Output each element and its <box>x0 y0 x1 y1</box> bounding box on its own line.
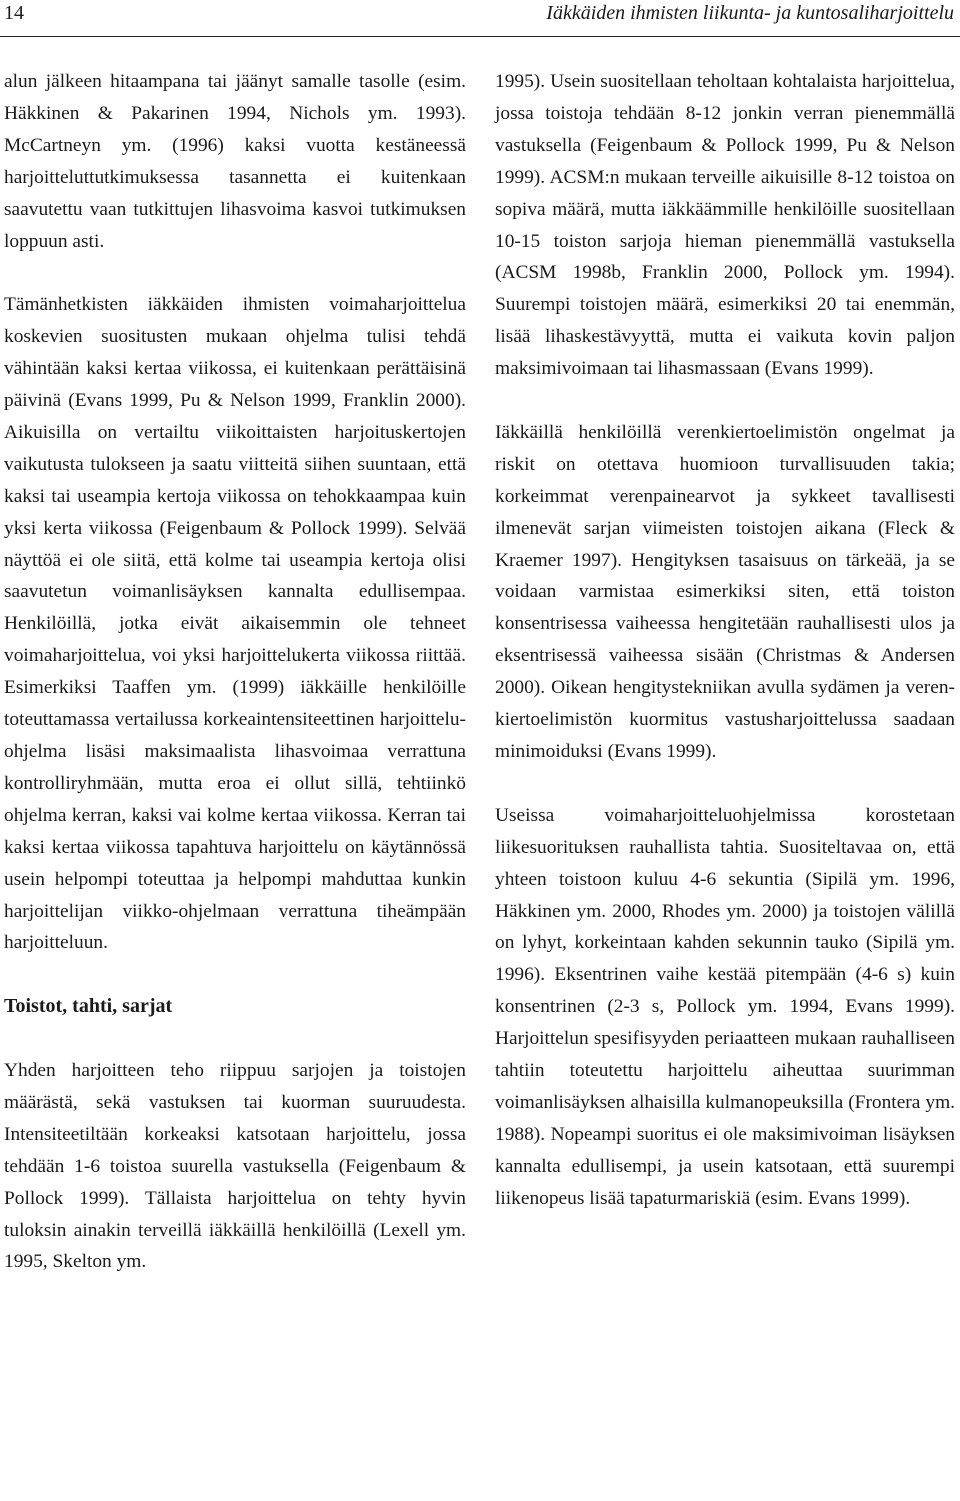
paragraph: Yhden harjoitteen teho riippuu sarjojen ja toistojen määrästä, sekä vastuksen tai kuorman suuruudesta. Intensiteetiltään korkeaksi katsotaan harjoittelu, jossa tehdään 1-6 toistoa suurella vastuksella (Feigenbaum & Pollock 1999). Tällaista harjoittelua on tehty hyvin tuloksin ainakin terveillä iäkkäillä henkilöillä (Lexell ym. 1995, Skelton ym. <box>4 1060 466 1273</box>
running-title: Iäkkäiden ihmisten liikunta- ja kuntosaliharjoittelu <box>546 2 954 24</box>
section-heading: Toistot, tahti, sarjat <box>4 995 173 1018</box>
paragraph: Iäkkäillä henkilöillä verenkiertoelimistön ongelmat ja riskit on otettava huomioon turvallisuuden takia; korkeimmat verenpainearvot ja sykkeet tavallisesti ilmenevät sarjan viimeisten toistojen aikana (Fleck & Kraemer 1997). Hengityksen tasaisuus on tärkeää, ja se voidaan varmistaa esimerkiksi siten, että toiston konsentrisessa vaiheessa hengitetään rauhallisesti ulos ja eksentrisessä vaiheessa sisään (Christmas & Andersen 2000). Oikean hengitystekniikan avulla sydämen ja verenkiertoelimistön kuormitus vastusharjoittelussa saadaan minimoiduksi (Evans 1999). <box>495 421 955 763</box>
right-column <box>495 66 955 1215</box>
paragraph: 1995). Usein suositellaan teholtaan kohtalaista harjoittelua, jossa toistoja tehdään 8-12 jonkin verran pienemmällä vastuksella (Feigenbaum & Pollock 1999, Pu & Nelson 1999). ACSM:n mukaan terveille aikuisille 8-12 toistoa on sopiva määrä, mutta iäkkäämmille henkilöille suositellaan 10-15 toiston sarjoja hieman pienemmällä vastuksella (ACSM 1998b, Franklin 2000, Pollock ym. 1994). Suurempi toistojen määrä, esimerkiksi 20 tai enemmän, lisää lihaskestävyyttä, mutta ei vaikuta kovin paljon maksimivoimaan tai lihasmassaan (Evans 1999). <box>495 71 955 380</box>
paragraph-gap <box>4 959 466 991</box>
paragraph-gap <box>4 257 466 289</box>
left-column <box>4 66 466 1278</box>
page-number: 14 <box>4 2 24 24</box>
paragraph: alun jälkeen hitaampana tai jäänyt samalle tasolle (esim. Häkkinen & Pakarinen 1994, Nichols ym. 1993). McCartneyn ym. (1996) kaksi vuotta kestäneessä harjoitteluttutkimuksessa tasannetta ei kuitenkaan saavutettu vaan tutkittujen lihasvoima kasvoi tutkimuksen loppuun asti. <box>4 71 466 252</box>
paragraph-gap <box>495 768 955 800</box>
paragraph: Tämänhetkisten iäkkäiden ihmisten voimaharjoittelua koskevien suositusten mukaan ohjelma tulisi tehdä vähintään kaksi kertaa viikossa, ei kuitenkaan perättäisinä päivinä (Evans 1999, Pu & Nelson 1999, Franklin 2000). Aikuisilla on vertailtu viikoittaisten harjoituskertojen vaikutusta tulokseen ja saatu viitteitä siihen suuntaan, että kaksi tai useampia kertoja viikossa on tehokkaampaa kuin yksi kerta viikossa (Feigenbaum & Pollock 1999). Selvää näyttöä ei ole siitä, että kolme tai useampia kertoja olisi saavutetun voimanlisäyksen kannalta edullisempaa. Henkilöillä, jotka eivät aikaisemmin ole tehneet voimaharjoittelua, voi yksi harjoittelukerta viikossa riittää. Esimerkiksi Taaffen ym. (1999) iäkkäille henkilöille toteuttamassa vertailussa korkeaintensiteettinen harjoitteluohjelma lisäsi maksimaalista lihasvoimaa verrattuna kontrolliryhmään, mutta eroa ei ollut sillä, tehtiinkö ohjelma kerran, kaksi vai kolme kertaa viikossa. Kerran tai kaksi kertaa viikossa tapahtuva harjoittelu on käytännössä usein helpompi toteuttaa ja helpompi mahduttaa kunkin harjoittelijan viikko-ohjelmaan verrattuna tiheämpään harjoitteluun. <box>4 294 466 954</box>
paragraph-gap <box>4 1023 466 1055</box>
paragraph: Useissa voimaharjoitteluohjelmissa korostetaan liikesuorituksen rauhallista tahtia. Suositeltavaa on, että yhteen toistoon kuluu 4-6 sekuntia (Sipilä ym. 1996, Häkkinen ym. 2000, Rhodes ym. 2000) ja toistojen välillä on lyhyt, korkeintaan kahden sekunnin tauko (Sipilä ym. 1996). Eksentrinen vaihe kestää pitempään (4-6 s) kuin konsentrinen (2-3 s, Pollock ym. 1994, Evans 1999). Harjoittelun spesifisyyden periaatteen mukaan rauhalliseen tahtiin toteutettu harjoittelu aiheuttaa suurimman voimanlisäyksen alhaisilla kulmanopeuksilla (Frontera ym. 1988). Nopeampi suoritus ei ole maksimivoiman lisäyksen kannalta edullisempi, ja usein katsotaan, että suurempi liikenopeus lisää tapaturmariskiä (esim. Evans 1999). <box>495 804 955 1209</box>
paragraph-gap <box>495 385 955 417</box>
header-rule <box>0 36 960 37</box>
page-header <box>0 0 960 36</box>
